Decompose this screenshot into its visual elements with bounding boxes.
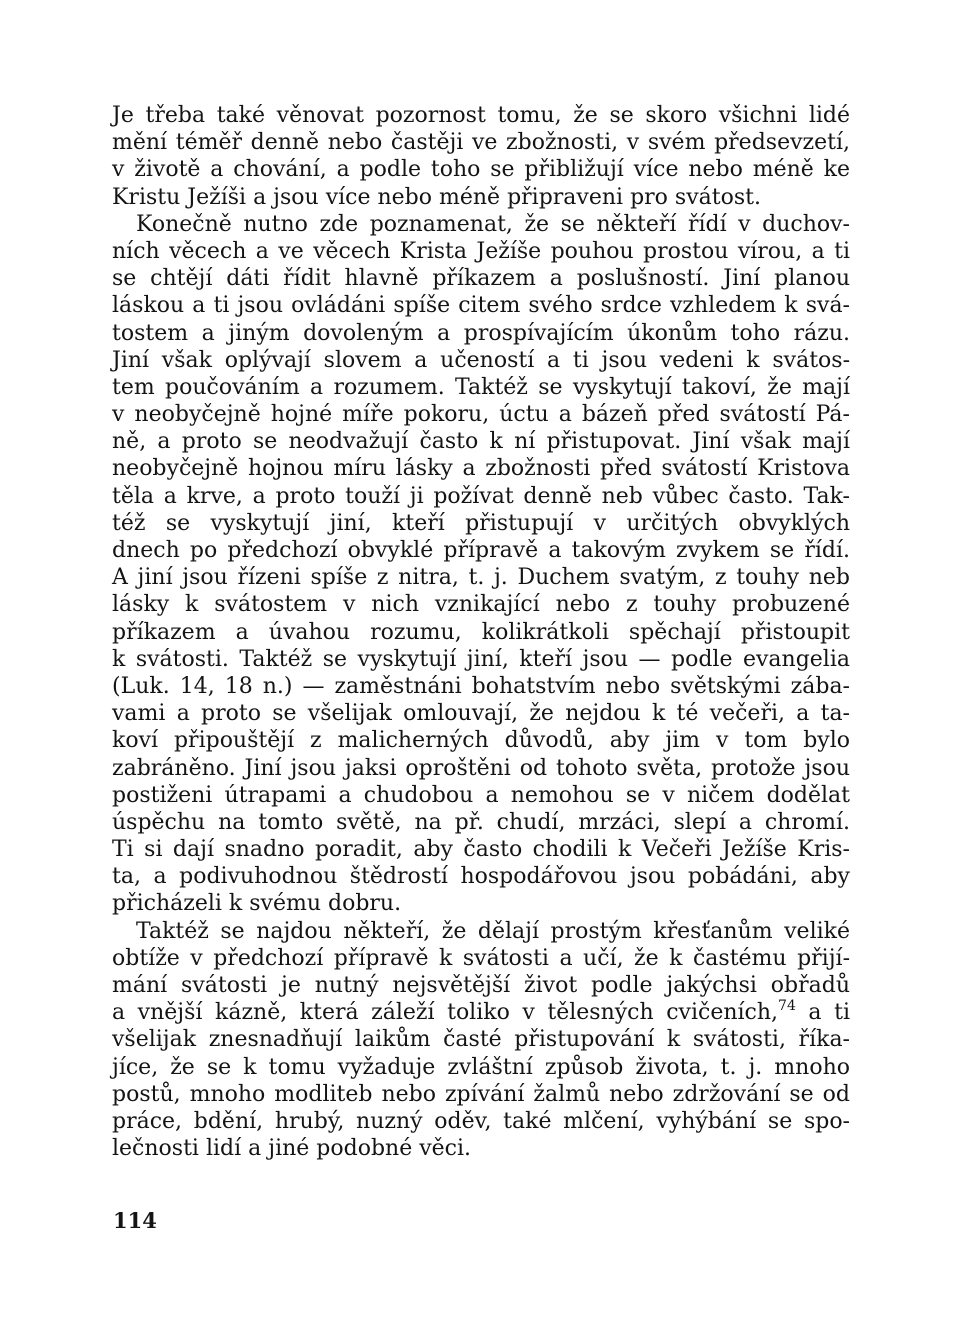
footnote-reference[interactable]: 74	[778, 998, 796, 1015]
text-line: úspěchu na tomto světě, na př. chudí, mrzáci, slepí a chromí.	[112, 809, 850, 835]
text-line: jíce, že se k tomu vyžaduje zvláštní způsob života, t. j. mnoho	[112, 1054, 850, 1080]
text-line: Jiní však oplývají slovem a učeností a ti jsou vedeni k svátos-	[112, 347, 850, 373]
text-line: A jiní jsou řízeni spíše z nitra, t. j. Duchem svatým, z touhy neb	[112, 565, 850, 591]
text-line: dnech po předchozí obvyklé přípravě a takovým zvykem se řídí.	[112, 538, 850, 563]
text-line: tem poučováním a rozumem. Taktéž se vyskytují takoví, že mají	[112, 374, 850, 400]
text-line: tostem a jiným dovoleným a prospívajícím úkonům toho rázu.	[112, 320, 850, 346]
text-line: Je třeba také věnovat pozornost tomu, že se skoro všichni lidé	[112, 103, 850, 128]
text-line: postů, mnoho modliteb nebo zpívání žalmů nebo zdržování se od	[112, 1081, 850, 1107]
text-line: mání svátosti je nutný nejsvětější život podle jakýchsi obřadů	[112, 973, 850, 998]
text-line-with-footnote	[112, 999, 850, 1026]
paragraph-3	[112, 918, 850, 1163]
text-line: k svátosti. Taktéž se vyskytují jiní, kteří jsou — podle evangelia	[112, 646, 850, 672]
text-line: lásky k svátostem v nich vznikající nebo z touhy probuzené	[112, 592, 850, 618]
paragraph-1	[112, 102, 850, 211]
text-line: Kristu Ježíši a jsou více nebo méně připraveni pro svátost.	[112, 184, 761, 210]
text-line: obtíže v předchozí přípravě k svátosti a učí, že k častému přijí-	[112, 945, 850, 971]
text-line: práce, bdění, hrubý, nuzný oděv, také mlčení, vyhýbání se spo-	[112, 1108, 850, 1134]
text-line: mění téměř denně nebo častěji ve zbožnosti, v svém předsevzetí,	[112, 130, 850, 156]
text-line: ních věcech a ve věcech Krista Ježíše pouhou prostou vírou, a ti	[112, 238, 850, 264]
text-line: ně, a proto se neodvažují často k ní přistupovat. Jiní však mají	[112, 429, 850, 455]
text-line: vami a proto se všelijak omlouvají, že nejdou k té večeři, a ta-	[112, 701, 850, 727]
text-line: neobyčejně hojnou míru lásky a zbožnosti před svátostí Kristova	[112, 456, 850, 482]
text-line: Taktéž se najdou někteří, že dělají prostým křesťanům veliké	[136, 918, 850, 944]
page-number: 114	[113, 1208, 157, 1233]
text-line: Ti si dají snadno poradit, aby často chodili k Večeři Ježíše Kris-	[112, 837, 850, 863]
text-line: postiženi útrapami a chudobou a nemohou se v ničem dodělat	[112, 782, 850, 808]
text-line: těla a krve, a proto touží ji požívat denně neb vůbec často. Tak-	[112, 483, 850, 509]
text-line: příkazem a úvahou rozumu, kolikrátkoli spěchají přistoupit	[112, 619, 850, 645]
text-line: přicházeli k svému dobru.	[112, 891, 402, 917]
text-line: též se vyskytují jiní, kteří přistupují v určitých obvyklých	[112, 510, 850, 536]
body-text	[112, 102, 850, 1162]
text-segment: a vnější kázně, která záleží toliko v tělesných cvičeních,	[112, 1000, 779, 1026]
text-line: v neobyčejně hojné míře pokoru, úctu a bázeň před svátostí Pá-	[112, 402, 850, 428]
text-line: (Luk. 14, 18 n.) — zaměstnáni bohatstvím nebo světskými zába-	[112, 673, 850, 699]
text-line: se chtějí dáti řídit hlavně příkazem a poslušností. Jiní planou	[112, 266, 850, 292]
text-line: ta, a podivuhodnou štědrostí hospodářovou jsou pobádáni, aby	[112, 864, 850, 890]
text-line: zabráněno. Jiní jsou jaksi oproštěni od tohoto světa, protože jsou	[112, 755, 850, 781]
text-line: láskou a ti jsou ovládáni spíše citem svého srdce vzhledem k svá-	[112, 293, 850, 319]
text-segment: a ti	[795, 1000, 850, 1026]
text-line: Konečně nutno zde poznamenat, že se někteří řídí v duchov-	[136, 211, 850, 237]
text-line: lečnosti lidí a jiné podobné věci.	[112, 1136, 472, 1162]
paragraph-2	[112, 211, 850, 918]
text-line: koví připouštějí z malicherných důvodů, aby jim v tom bylo	[112, 728, 850, 754]
text-line: všelijak znesnadňují laikům časté přistupování k svátosti, říka-	[112, 1027, 850, 1053]
text-line: v životě a chování, a podle toho se přibližují více nebo méně ke	[112, 157, 850, 183]
